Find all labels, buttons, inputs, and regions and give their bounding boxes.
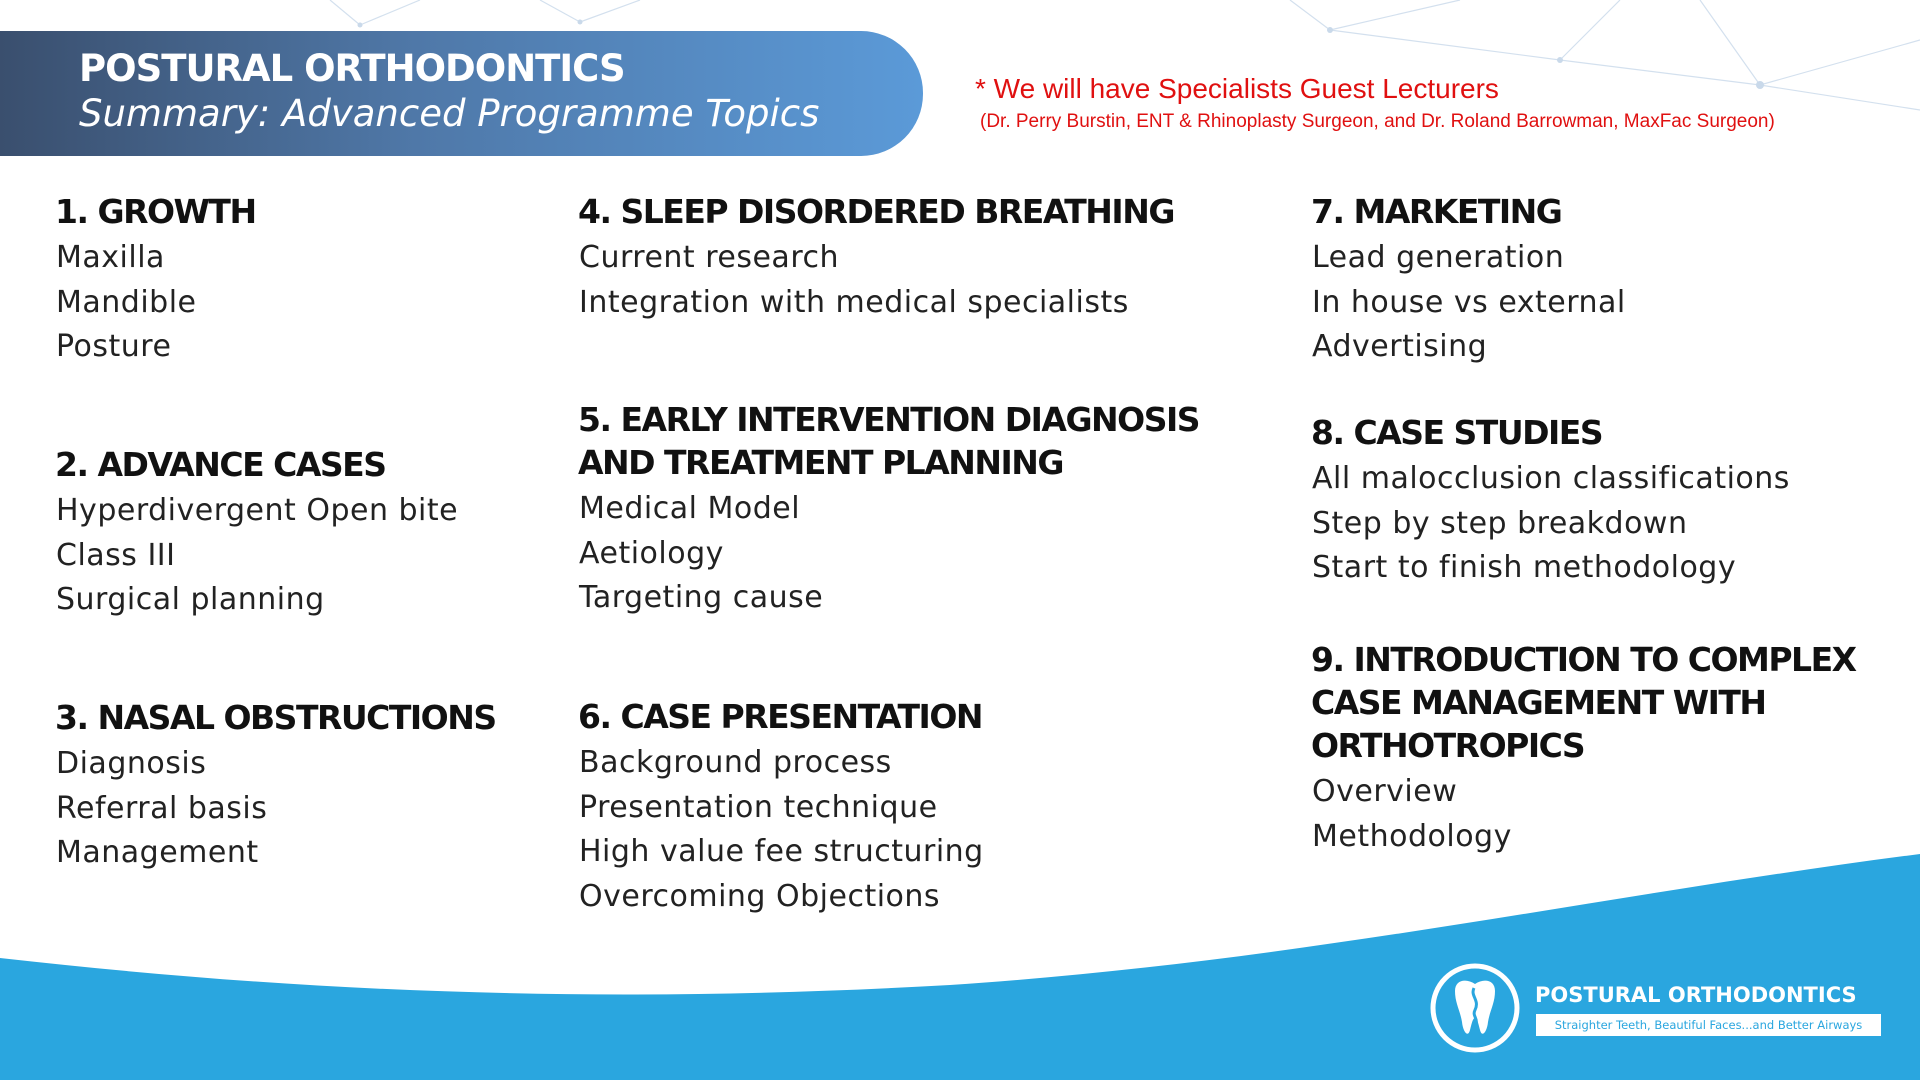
section-heading-line: ORTHOTROPICS: [1311, 726, 1585, 765]
list-item: Background process: [579, 745, 892, 780]
tooth-icon: [1430, 958, 1520, 1058]
list-item: Maxilla: [56, 240, 165, 275]
list-item: Methodology: [1312, 818, 1512, 854]
list-item: Step by step breakdown: [1312, 505, 1688, 541]
topic-section-early-intervention: [578, 398, 1199, 621]
section-heading: 7. MARKETING: [1311, 192, 1562, 231]
list-item: Referral basis: [56, 790, 268, 826]
list-item: Surgical planning: [56, 582, 325, 617]
list-item: Diagnosis: [56, 746, 207, 781]
guest-lecturers-names: (Dr. Perry Burstin, ENT & Rhinoplasty Surgeon, and Dr. Roland Barrowman, MaxFac Surgeon): [980, 111, 1775, 132]
topic-section-sleep-disordered-breathing: [578, 190, 1174, 325]
list-item: Lead generation: [1312, 240, 1565, 275]
list-item: Management: [56, 835, 259, 870]
guest-lecturers-note: * We will have Specialists Guest Lecturers: [975, 73, 1499, 104]
list-item: Current research: [579, 240, 839, 275]
list-item: Targeting cause: [579, 580, 824, 615]
brand-tagline: Straighter Teeth, Beautiful Faces...and Better Airways: [1536, 1014, 1881, 1036]
list-item: Class III: [56, 537, 176, 573]
list-item: Overcoming Objections: [579, 878, 941, 914]
topic-section-advance-cases: [55, 443, 458, 623]
list-item: High value fee structuring: [579, 834, 984, 869]
topic-list: [1312, 457, 1790, 591]
topic-section-growth: [55, 190, 256, 370]
topic-list: [56, 489, 458, 623]
topic-list: [1312, 236, 1626, 370]
section-heading: 8. CASE STUDIES: [1311, 413, 1603, 452]
page-subtitle: Summary: Advanced Programme Topics: [79, 92, 820, 135]
topic-list: [56, 236, 256, 370]
topic-list: [579, 487, 1199, 621]
list-item: Presentation technique: [579, 789, 938, 825]
section-heading: 1. GROWTH: [55, 192, 256, 231]
list-item: Advertising: [1312, 329, 1488, 364]
section-heading: 6. CASE PRESENTATION: [578, 697, 982, 736]
list-item: In house vs external: [1312, 284, 1626, 320]
list-item: Integration with medical specialists: [579, 284, 1129, 320]
list-item: Medical Model: [579, 491, 801, 526]
section-heading-line: 9. INTRODUCTION TO COMPLEX: [1311, 640, 1856, 679]
section-heading-line: AND TREATMENT PLANNING: [578, 443, 1063, 482]
page-title: POSTURAL ORTHODONTICS: [79, 47, 625, 90]
list-item: Posture: [56, 329, 172, 364]
section-heading: 4. SLEEP DISORDERED BREATHING: [578, 192, 1174, 231]
list-item: All malocclusion classifications: [1312, 461, 1790, 496]
brand-logo: [1430, 958, 1900, 1058]
topic-section-complex-case-management: [1311, 638, 1856, 859]
section-heading: 2. ADVANCE CASES: [55, 445, 386, 484]
section-heading-line: 5. EARLY INTERVENTION DIAGNOSIS: [578, 400, 1200, 439]
topic-section-marketing: [1311, 190, 1626, 370]
list-item: Overview: [1312, 774, 1458, 809]
list-item: Start to finish methodology: [1312, 550, 1737, 585]
title-banner: [0, 31, 923, 156]
topic-list: [579, 236, 1174, 325]
section-heading: 3. NASAL OBSTRUCTIONS: [55, 698, 496, 737]
list-item: Mandible: [56, 284, 197, 320]
topic-section-case-studies: [1311, 411, 1790, 591]
list-item: Hyperdivergent Open bite: [56, 493, 459, 528]
brand-name: POSTURAL ORTHODONTICS: [1535, 983, 1857, 1007]
section-heading-line: CASE MANAGEMENT WITH: [1311, 683, 1766, 722]
list-item: Aetiology: [579, 535, 724, 571]
